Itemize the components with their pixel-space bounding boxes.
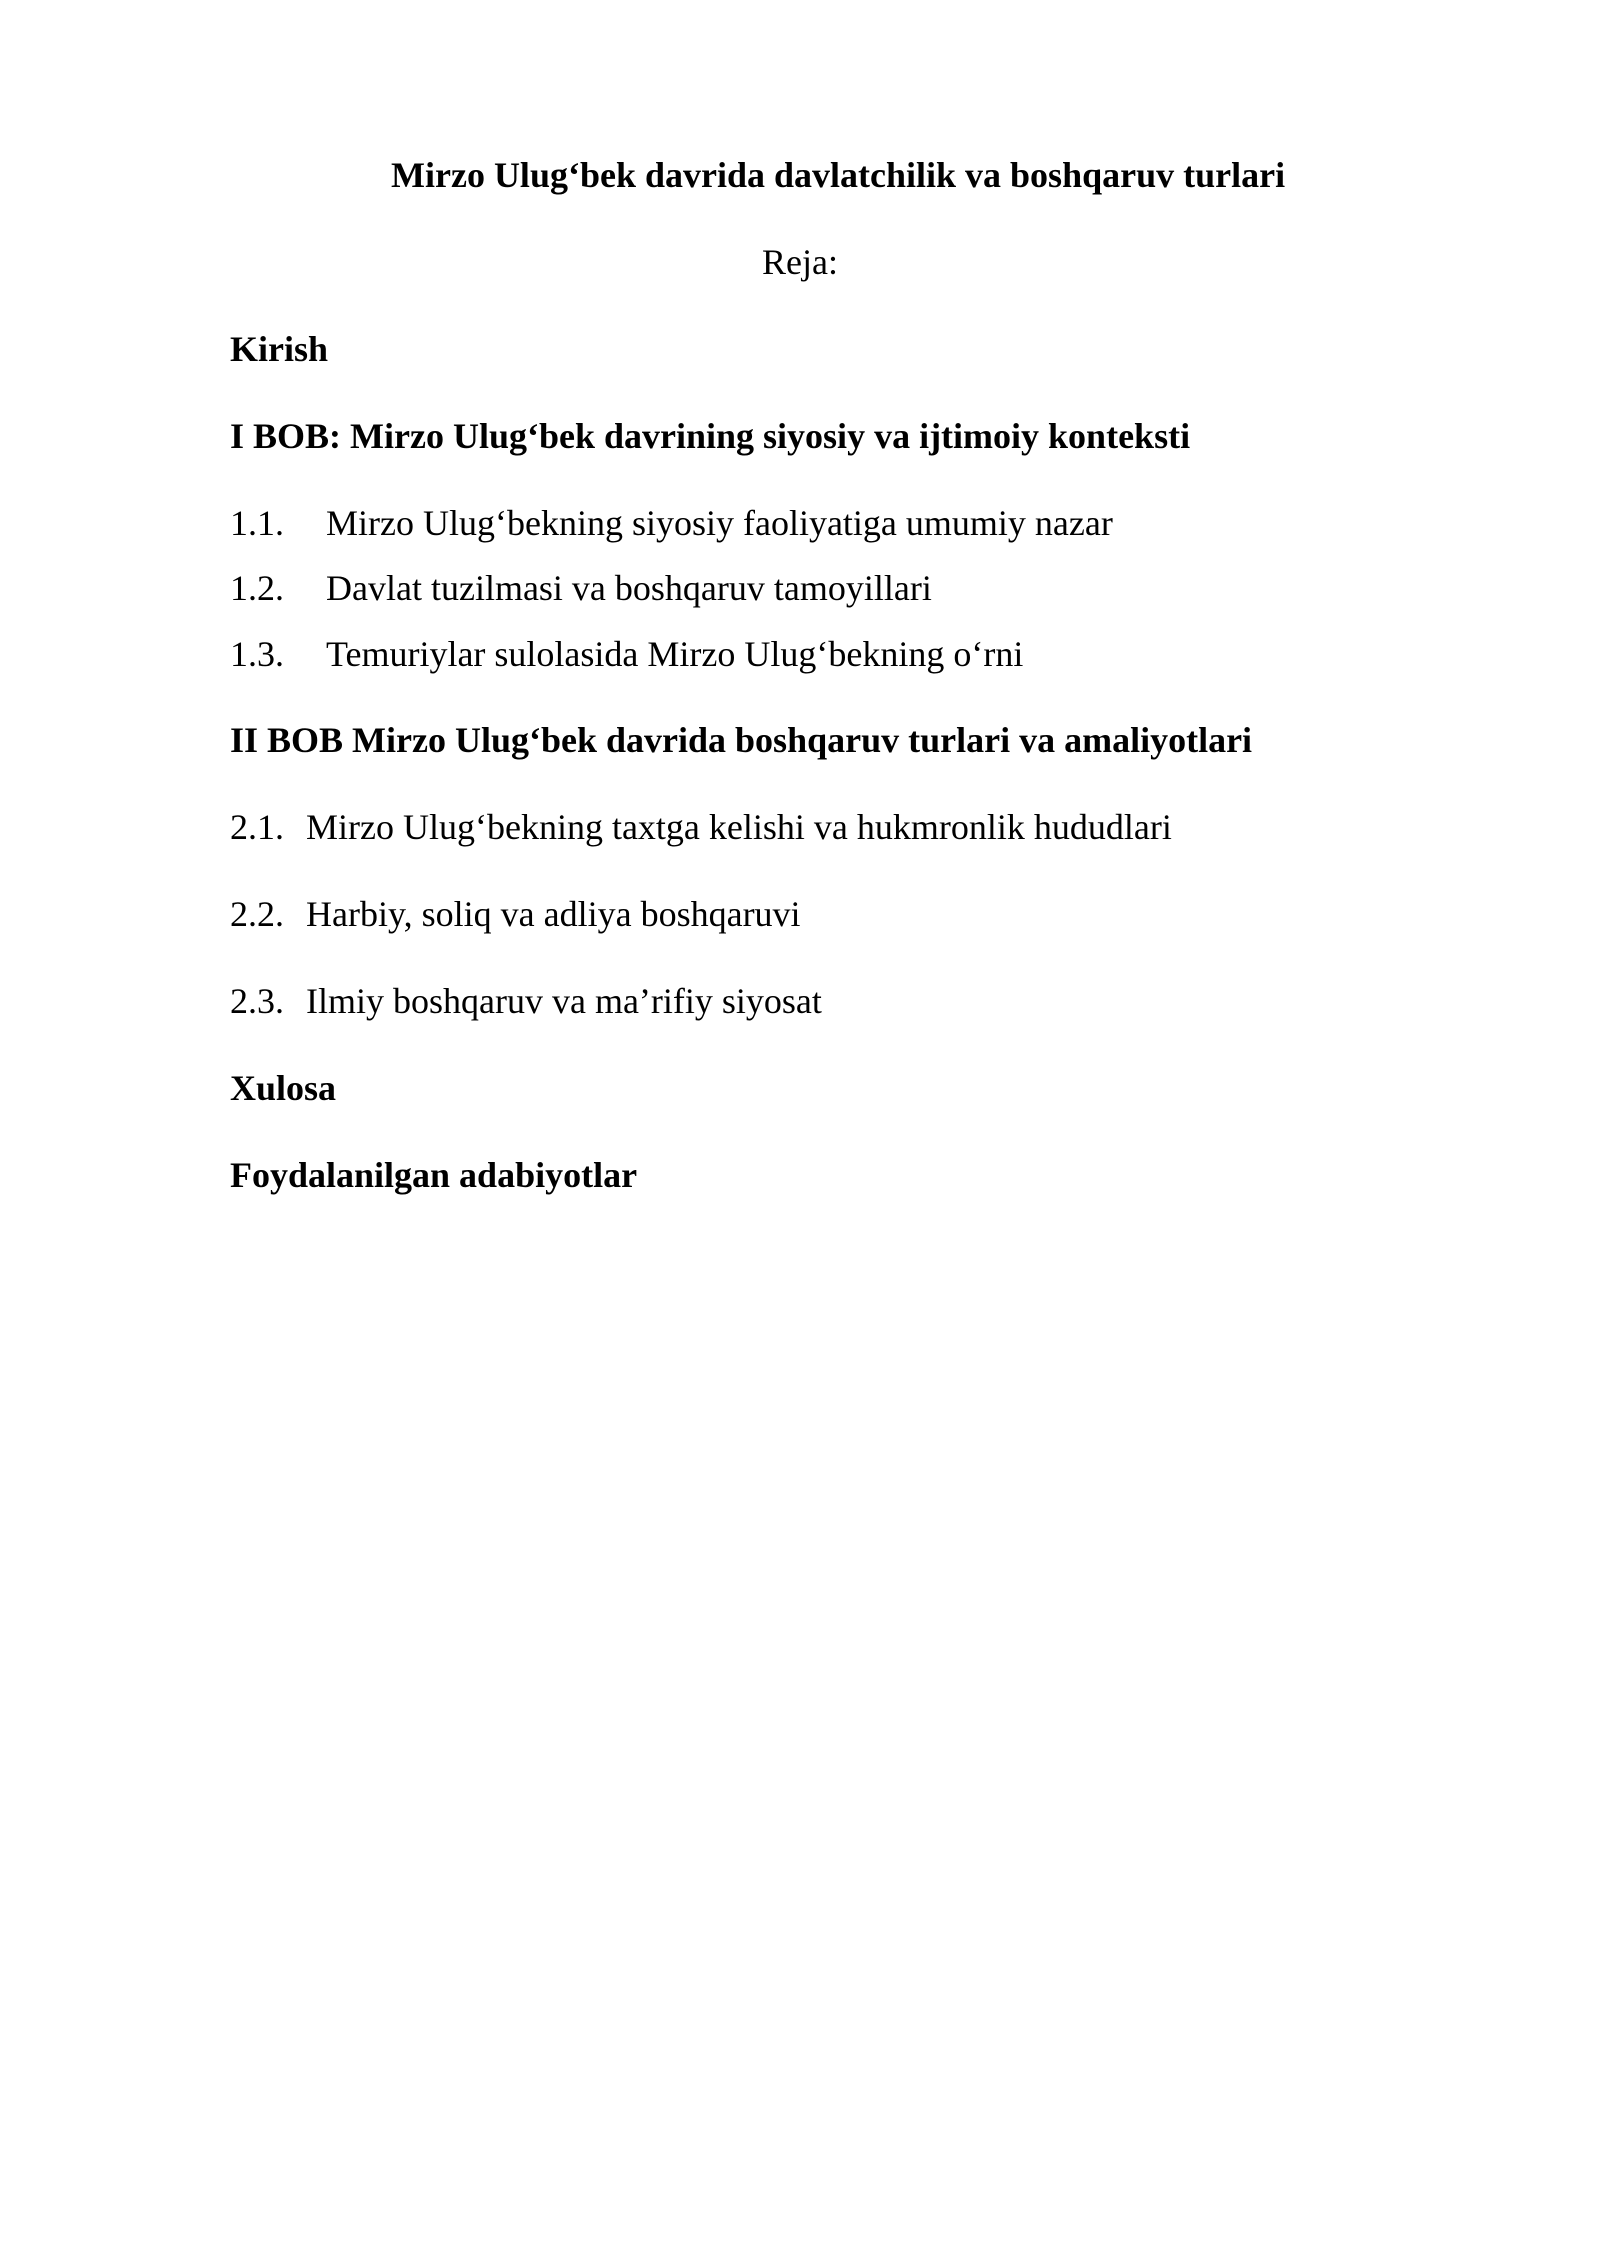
chapter1-heading: I BOB: Mirzo Ulug‘bek davrining siyosiy va ijtimoiy konteksti: [230, 416, 1191, 456]
list-item-number: 1.2.: [230, 568, 284, 608]
list-item-text: Mirzo Ulug‘bekning taxtga kelishi va hukmronlik hududlari: [306, 807, 1172, 847]
list-item-number: 2.3.: [230, 981, 284, 1021]
list-item-number: 2.2.: [230, 894, 284, 934]
list-item-text: Ilmiy boshqaruv va ma’rifiy siyosat: [306, 981, 822, 1021]
list-item-text: Davlat tuzilmasi va boshqaruv tamoyillari: [326, 568, 932, 608]
introduction-heading: Kirish: [230, 329, 329, 369]
list-item-number: 1.1.: [230, 503, 284, 543]
references-heading: Foydalanilgan adabiyotlar: [230, 1155, 638, 1195]
document-title: Mirzo Ulug‘bek davrida davlatchilik va boshqaruv turlari: [391, 155, 1286, 195]
list-item-number: 1.3.: [230, 634, 284, 674]
chapter2-heading: II BOB Mirzo Ulug‘bek davrida boshqaruv turlari va amaliyotlari: [230, 720, 1253, 760]
list-item-text: Mirzo Ulug‘bekning siyosiy faoliyatiga umumiy nazar: [326, 503, 1113, 543]
conclusion-heading: Xulosa: [230, 1068, 337, 1108]
list-item-text: Harbiy, soliq va adliya boshqaruvi: [306, 894, 801, 934]
list-item-text: Temuriylar sulolasida Mirzo Ulug‘bekning o‘rni: [326, 634, 1024, 674]
list-item-number: 2.1.: [230, 807, 284, 847]
plan-label: Reja:: [762, 242, 838, 282]
